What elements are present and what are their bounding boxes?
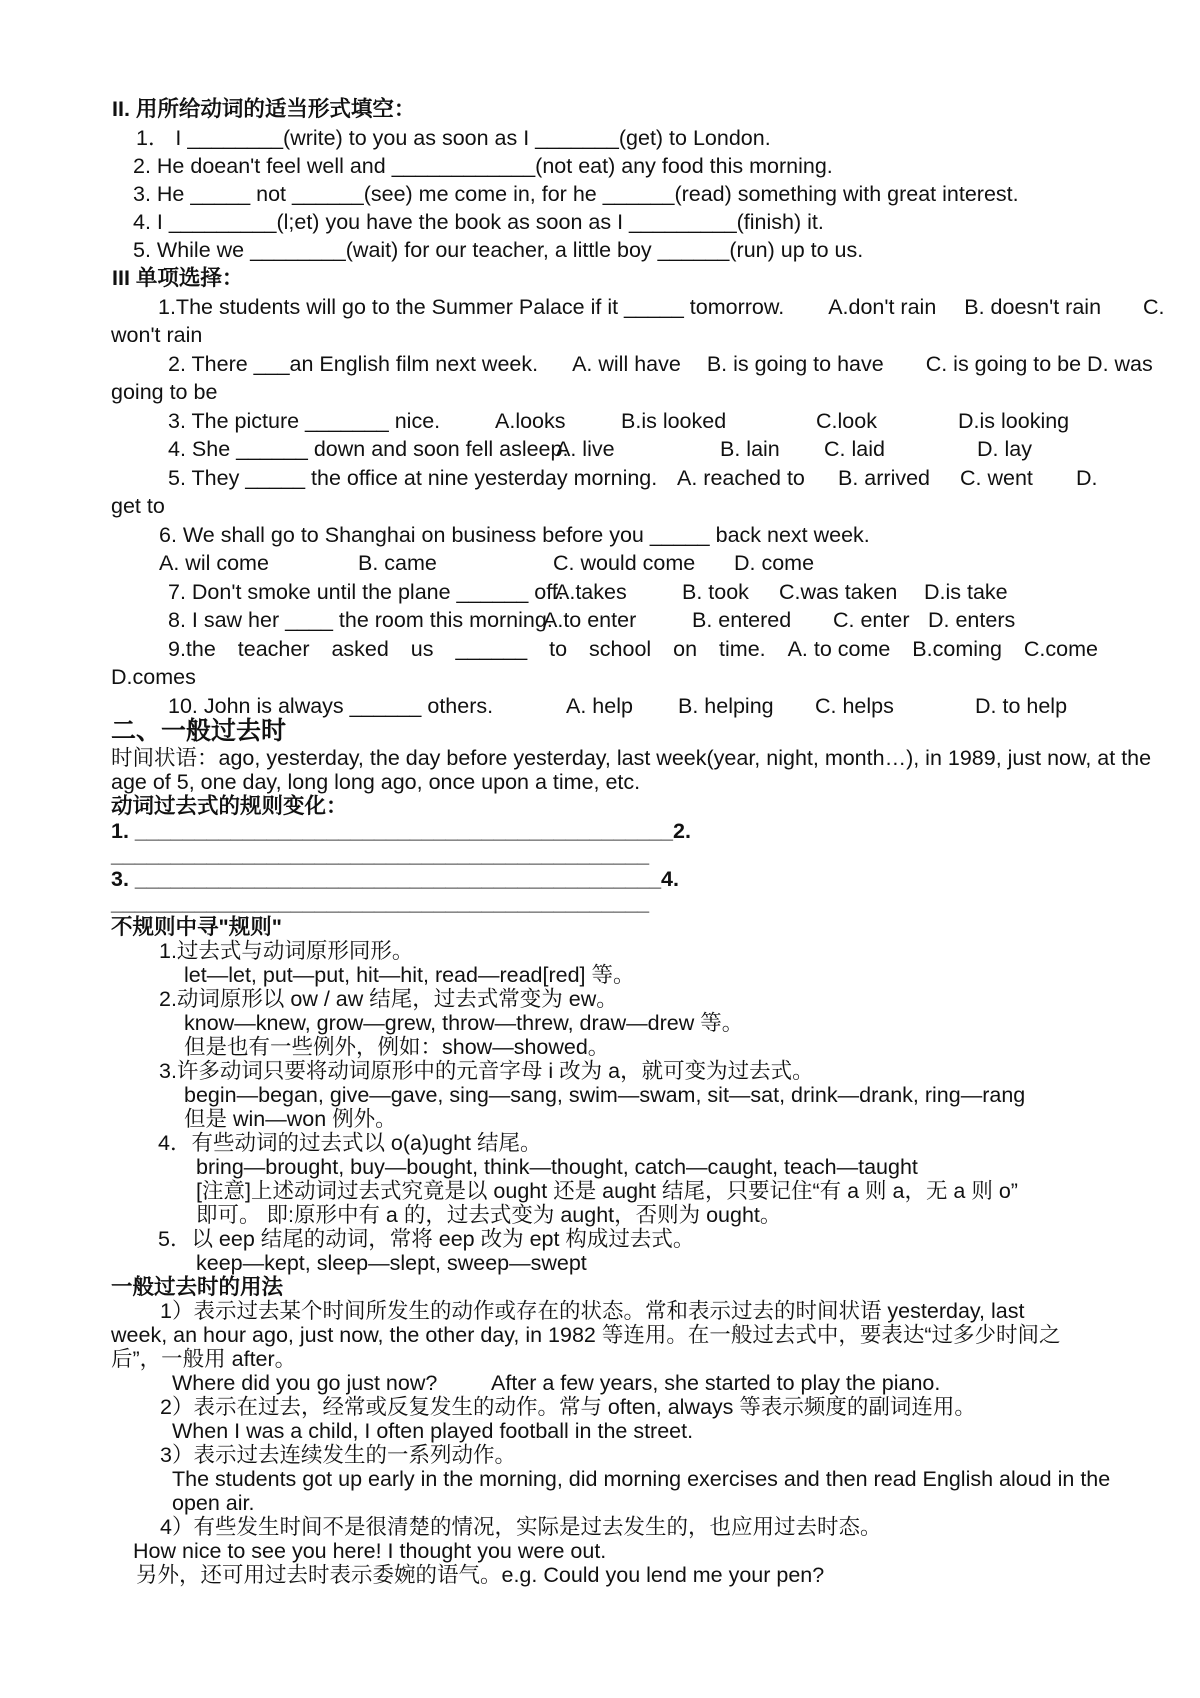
regular-rule-blank-3b: _____________________________________________	[111, 891, 650, 915]
mc-q2	[0, 351, 1200, 377]
q5-continued: get to	[111, 494, 165, 518]
irregular-rule-5-examples: keep—kept, sleep—slept, sweep—swept	[196, 1251, 587, 1275]
irregular-rule-1-examples: let—let, put—put, hit—hit, read—read[red] 等。	[184, 963, 635, 987]
q7-option-a: A.takes	[555, 580, 627, 604]
usage-1-line-1: 1）表示过去某个时间所发生的动作或存在的状态。常和表示过去的时间状语 yesterday, last	[160, 1299, 1025, 1323]
irregular-rule-4-examples: bring—brought, buy—bought, think—thought, catch—caught, teach—taught	[196, 1155, 918, 1179]
q3-option-c: C.look	[816, 409, 877, 433]
q8-option-b: B. entered	[692, 608, 792, 632]
regular-rule-blank-1: 1. _____________________________________________2.	[111, 819, 691, 843]
time-adverbials-line-1: 时间状语：ago, yesterday, the day before yesterday, last week(year, night, month…), in 1989, just now, at the	[111, 746, 1152, 770]
usage-1-line-2: week, an hour ago, just now, the other day, in 1982 等连用。在一般过去式中，要表达“过多少时间之	[111, 1323, 1061, 1347]
fill-item-2: 2. He doean't feel well and ____________(not eat) any food this morning.	[133, 154, 833, 178]
mc-q9	[0, 636, 1200, 662]
irregular-rule-4: 4．有些动词的过去式以 o(a)ught 结尾。	[158, 1131, 542, 1155]
usage-1-line-3: 后”，一般用 after。	[111, 1347, 297, 1371]
fill-item-1: 1． I ________(write) to you as soon as I _______(get) to London.	[136, 126, 771, 150]
q2-continued: going to be	[111, 380, 218, 404]
usage-2-example: When I was a child, I often played football in the street.	[172, 1419, 694, 1443]
q10-option-d: D. to help	[975, 694, 1068, 718]
past-tense-heading: 二、一般过去时	[111, 717, 287, 745]
fill-item-3: 3. He _____ not ______(see) me come in, for he ______(read) something with great interest.	[133, 182, 1019, 206]
q6-option-d: D. come	[734, 551, 815, 575]
mc-q1	[0, 294, 1200, 320]
q6-option-a: A. wil come	[159, 551, 269, 575]
q9-word-5: to	[549, 637, 568, 661]
regular-rule-blank-1b: _____________________________________________	[111, 843, 650, 867]
regular-rule-blank-3: 3. ____________________________________________4.	[111, 867, 679, 891]
q9-continued: D.comes	[111, 665, 196, 689]
q8-option-c: C. enter	[833, 608, 910, 632]
q9-word-3: asked	[331, 637, 389, 661]
q7-option-c: C.was taken	[779, 580, 898, 604]
q5-stem: 5. They _____ the office at nine yesterday morning.	[168, 466, 658, 490]
irregular-rule-1: 1.过去式与动词原形同形。	[159, 939, 414, 963]
irregular-rule-4-note-2: 即可。 即:原形中有 a 的，过去式变为 aught，否则为 ought。	[196, 1203, 782, 1227]
q7-option-b: B. took	[682, 580, 749, 604]
q8-option-d: D. enters	[928, 608, 1016, 632]
q5-option-d: D.	[1076, 466, 1098, 490]
q10-option-b: B. helping	[678, 694, 774, 718]
q10-option-c: C. helps	[815, 694, 894, 718]
q4-stem: 4. She ______ down and soon fell asleep.	[168, 437, 569, 461]
q9-word-8: time.	[719, 637, 766, 661]
q1-option-a: A.don't rain	[828, 295, 937, 319]
q8-stem: 8. I saw her ____ the room this morning.	[168, 608, 553, 632]
usage-1-example-1: Where did you go just now?	[172, 1371, 438, 1395]
q9-blank: ______	[455, 637, 528, 661]
q1-option-b: B. doesn't rain	[964, 295, 1102, 319]
q7-option-d: D.is take	[924, 580, 1008, 604]
q5-option-b: B. arrived	[838, 466, 931, 490]
q3-stem: 3. The picture _______ nice.	[168, 409, 441, 433]
q1-continued: won't rain	[111, 323, 203, 347]
usage-3-example-line-2: open air.	[172, 1491, 255, 1515]
q5-option-c: C. went	[960, 466, 1033, 490]
q9-word-2: teacher	[237, 637, 310, 661]
q6-option-b: B. came	[358, 551, 437, 575]
irregular-rule-2: 2.动词原形以 ow / aw 结尾，过去式常变为 ew。	[159, 987, 618, 1011]
q2-option-cd: C. is going to be D. was	[925, 352, 1153, 376]
fill-item-5: 5. While we ________(wait) for our teacher, a little boy ______(run) up to us.	[133, 238, 864, 262]
q7-stem: 7. Don't smoke until the plane ______ off.	[168, 580, 564, 604]
q4-option-d: D. lay	[977, 437, 1032, 461]
usage-5: 另外，还可用过去时表示委婉的语气。e.g. Could you lend me your pen?	[136, 1563, 825, 1587]
q9-option-c: C.come	[1023, 637, 1098, 661]
q8-option-a: A.to enter	[543, 608, 637, 632]
usage-4-example: How nice to see you here! I thought you were out.	[133, 1539, 607, 1563]
irregular-rule-5: 5．以 eep 结尾的动词，常将 eep 改为 ept 构成过去式。	[158, 1227, 695, 1251]
fill-item-4: 4. I _________(l;et) you have the book as soon as I _________(finish) it.	[133, 210, 824, 234]
q9-word-7: on	[673, 637, 698, 661]
q3-option-b: B.is looked	[621, 409, 727, 433]
regular-rules-title: 动词过去式的规则变化：	[111, 794, 348, 818]
q1-stem: 1.The students will go to the Summer Palace if it _____ tomorrow.	[158, 295, 785, 319]
usage-4: 4）有些发生时间不是很清楚的情况，实际是过去发生的，也应用过去时态。	[160, 1515, 882, 1539]
irregular-title: 不规则中寻"规则"	[111, 915, 282, 939]
q2-stem: 2. There ___an English film next week.	[168, 352, 539, 376]
mc-q6: 6. We shall go to Shanghai on business before you _____ back next week.	[159, 523, 870, 547]
q4-option-b: B. lain	[720, 437, 780, 461]
q10-option-a: A. help	[566, 694, 633, 718]
q9-option-b: B.coming	[912, 637, 1002, 661]
section-2-title: II. 用所给动词的适当形式填空：	[112, 97, 416, 121]
time-adverbials-line-2: age of 5, one day, long long ago, once upon a time, etc.	[111, 770, 641, 794]
q10-stem: 10. John is always ______ others.	[168, 694, 494, 718]
irregular-rule-4-note-1: [注意]上述动词过去式究竟是以 ought 还是 aught 结尾，只要记住“有 a 则 a，无 a 则 o”	[196, 1179, 1018, 1203]
q4-option-a: A. live	[556, 437, 615, 461]
irregular-rule-3-examples: begin—began, give—gave, sing—sang, swim—swam, sit—sat, drink—drank, ring—rang	[184, 1083, 1026, 1107]
usage-3: 3）表示过去连续发生的一系列动作。	[160, 1443, 516, 1467]
q4-option-c: C. laid	[824, 437, 885, 461]
irregular-rule-2-exception: 但是也有一些例外，例如：show—showed。	[184, 1035, 610, 1059]
usage-1-example-2: After a few years, she started to play the piano.	[491, 1371, 941, 1395]
q3-option-a: A.looks	[495, 409, 566, 433]
q9-word-1: 9.the	[168, 637, 216, 661]
usage-3-example-line-1: The students got up early in the morning, did morning exercises and then read English aloud in the	[172, 1467, 1111, 1491]
q6-option-c: C. would come	[553, 551, 696, 575]
usage-2: 2）表示在过去，经常或反复发生的动作。常与 often, always 等表示频度的副词连用。	[160, 1395, 976, 1419]
usage-title: 一般过去时的用法	[111, 1275, 284, 1299]
q5-option-a: A. reached to	[677, 466, 805, 490]
q3-option-d: D.is looking	[958, 409, 1070, 433]
q1-option-c: C.	[1143, 295, 1165, 319]
q2-option-a: A. will have	[572, 352, 681, 376]
irregular-rule-3-exception: 但是 win—won 例外。	[184, 1107, 397, 1131]
irregular-rule-2-examples: know—knew, grow—grew, throw—threw, draw—drew 等。	[184, 1011, 744, 1035]
q9-word-4: us	[410, 637, 434, 661]
q9-option-a: A. to come	[787, 637, 891, 661]
q9-word-6: school	[589, 637, 652, 661]
irregular-rule-3: 3.许多动词只要将动词原形中的元音字母 i 改为 a，就可变为过去式。	[159, 1059, 814, 1083]
section-3-title: III 单项选择：	[112, 266, 244, 290]
q2-option-b: B. is going to have	[706, 352, 884, 376]
